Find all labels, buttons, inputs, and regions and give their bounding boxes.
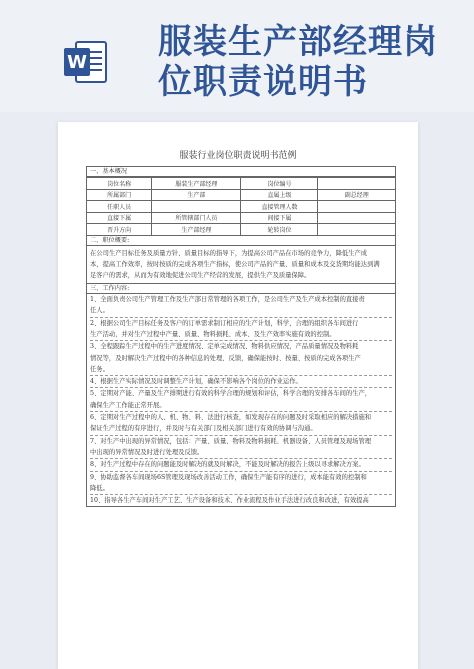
duty-line: 4、根据生产实际情况及时调整生产计划，确保不影响各个岗位的作业运作。 (90, 378, 302, 386)
duty-item (90, 435, 392, 459)
info-row (87, 189, 395, 201)
banner-title (158, 22, 458, 102)
info-value (318, 224, 395, 236)
duty-line: 7、对生产中出现的异常情况，包括：产量、质量、物料及物料损耗、机器设备、人员管理及现场管理 (90, 437, 372, 445)
duty-line: 6、定期对生产过程中的人、机、物、料、法进行核查，如发现存在的问题及时采取相应的解决措施和 (90, 414, 372, 422)
info-value: 服装生产部经理 (152, 178, 241, 190)
duty-line: 确保生产工作能正常开展。 (90, 401, 166, 409)
info-value: 生产部 (152, 189, 241, 201)
info-label: 直接下属 (87, 212, 152, 224)
duty-item (90, 458, 392, 470)
duty-line: 生产活动，并对生产过程中产量、质量、物料损耗、成本、及生产效率实施有效的控制。 (90, 331, 336, 338)
duty-item (90, 340, 392, 375)
info-value (152, 201, 241, 213)
info-label: 任职人员 (87, 201, 152, 213)
info-label: 轮转岗位 (241, 224, 318, 236)
info-label: 所属部门 (87, 189, 152, 201)
job-description-table (86, 166, 396, 507)
duty-item (90, 387, 392, 411)
banner-title-line2: 位职责说明书 (158, 62, 368, 102)
section-basic-info: 一、基本概况 (87, 167, 395, 177)
duty-item (90, 294, 392, 317)
info-row (87, 224, 395, 236)
duty-item (90, 471, 392, 495)
duties-list (87, 294, 395, 506)
duty-item (90, 375, 392, 387)
duty-line: 任务。 (90, 365, 109, 373)
info-label: 岗位名称 (87, 178, 152, 190)
banner-title-line1: 服装生产部经理岗 (158, 22, 438, 62)
duty-line: 10、指导各生产车间对生产工艺、生产设备和技术、作业流程及作业手法进行改良和改进，有效提高 (90, 497, 369, 505)
info-value (318, 212, 395, 224)
section-duties: 三、工作内容: (87, 284, 395, 294)
duty-line: 1、全面负责公司生产管理工作及生产部日常管理的各项工作，是公司生产及生产成本控制的直接责 (90, 296, 365, 304)
info-value: 所管辖部门人员 (152, 212, 241, 224)
svg-text:W: W (67, 52, 87, 73)
document-title: 服装行业岗位职责说明书范例 (179, 151, 297, 161)
duty-line: 降低。 (90, 484, 109, 492)
info-row (87, 178, 395, 190)
summary-line: 足客户的需求，从而为有效地促进公司生产经营的发展，提供生产及质量保障。 (90, 271, 311, 279)
duty-line: 保证生产过程的有序进行，并及时与有关部门及相关部门进行有效的协调与沟通。 (90, 425, 317, 433)
info-label: 间接下属 (241, 212, 318, 224)
info-value: 副总经理 (318, 189, 395, 201)
info-value: 生产部经理 (152, 224, 241, 236)
info-label: 直属上级 (241, 189, 318, 201)
info-row (87, 201, 395, 213)
basic-info-table (87, 177, 395, 236)
info-label: 岗位编号 (241, 178, 318, 190)
document-page (58, 122, 418, 669)
duty-line: 3、全程跟踪生产过程中的生产进度情况、定单完成情况、物料供应情况，产品质量情况及物料耗 (90, 343, 359, 351)
duty-line: 情况等，及时解决生产过程中的各种信息的处理、反馈，确保能按时、按量、按质的完成各项生产 (90, 354, 361, 362)
info-value (318, 178, 395, 190)
summary-line: 本，提高工作效率，按时按质的完成各项生产指标，使公司产品的产量、质量和成本及交货期均能达到满 (90, 260, 380, 268)
word-doc-icon (62, 38, 110, 86)
section-summary: 二、职位概要: (87, 236, 395, 246)
duty-item (90, 317, 392, 341)
duty-line: 任人。 (90, 307, 109, 315)
banner (0, 0, 474, 112)
duty-line: 中出现的异常情况及时进行处理及反馈。 (90, 448, 204, 456)
info-label: 直接管理人数 (241, 201, 318, 213)
duty-line: 5、定期对产能、产量及生产排期进行有效的科学合理的规划和评估，科学合理的安排各车间的生产， (90, 390, 372, 398)
summary-text (87, 246, 395, 285)
duty-item (90, 411, 392, 435)
summary-line: 在公司生产目标任务及质量方针、质量目标的指导下，为提高公司产品在市场的竞争力，降低生产成 (90, 249, 368, 257)
duty-line: 2、根据公司生产目标任务及客户的订单需求制订相应的生产计划，科学，合理的组织各车间进行 (90, 319, 359, 327)
duty-line: 9、协助监督各车间现场6S管理及现场改善活动工作，确保生产能有序的进行，成本能有效的控制和 (90, 473, 367, 481)
info-value (318, 201, 395, 213)
duty-line: 8、对生产过程中存在的问题能及时解决的就及时解决，不能及时解决的报告上级以寻求解决方案。 (90, 461, 365, 469)
duty-item (90, 494, 392, 506)
info-row (87, 212, 395, 224)
info-label: 晋升方向 (87, 224, 152, 236)
